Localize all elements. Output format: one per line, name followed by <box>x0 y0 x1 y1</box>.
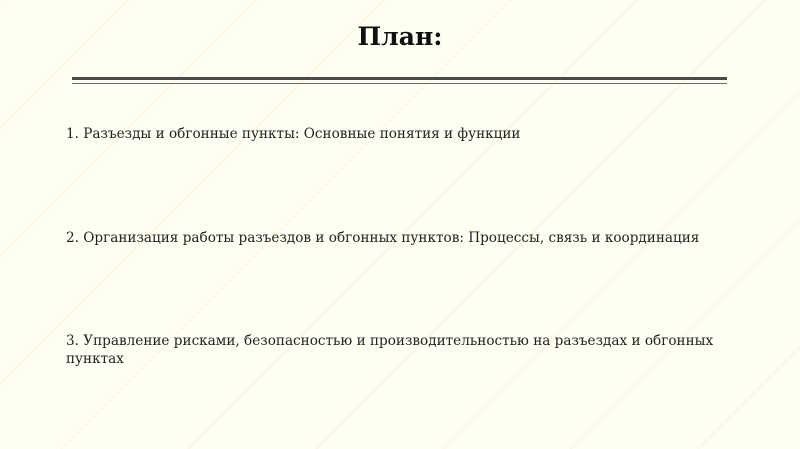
title-divider-thick <box>72 77 727 80</box>
plan-item-3: 3. Управление рисками, безопасностью и производительностью на разъездах и обгонных пунктах <box>66 333 714 367</box>
title-divider-thin <box>72 83 727 84</box>
plan-item-2: 2. Организация работы разъездов и обгонных пунктов: Процессы, связь и координация <box>66 230 700 246</box>
slide-title: План: <box>357 22 443 51</box>
plan-item-1: 1. Разъезды и обгонные пункты: Основные понятия и функции <box>66 126 521 142</box>
